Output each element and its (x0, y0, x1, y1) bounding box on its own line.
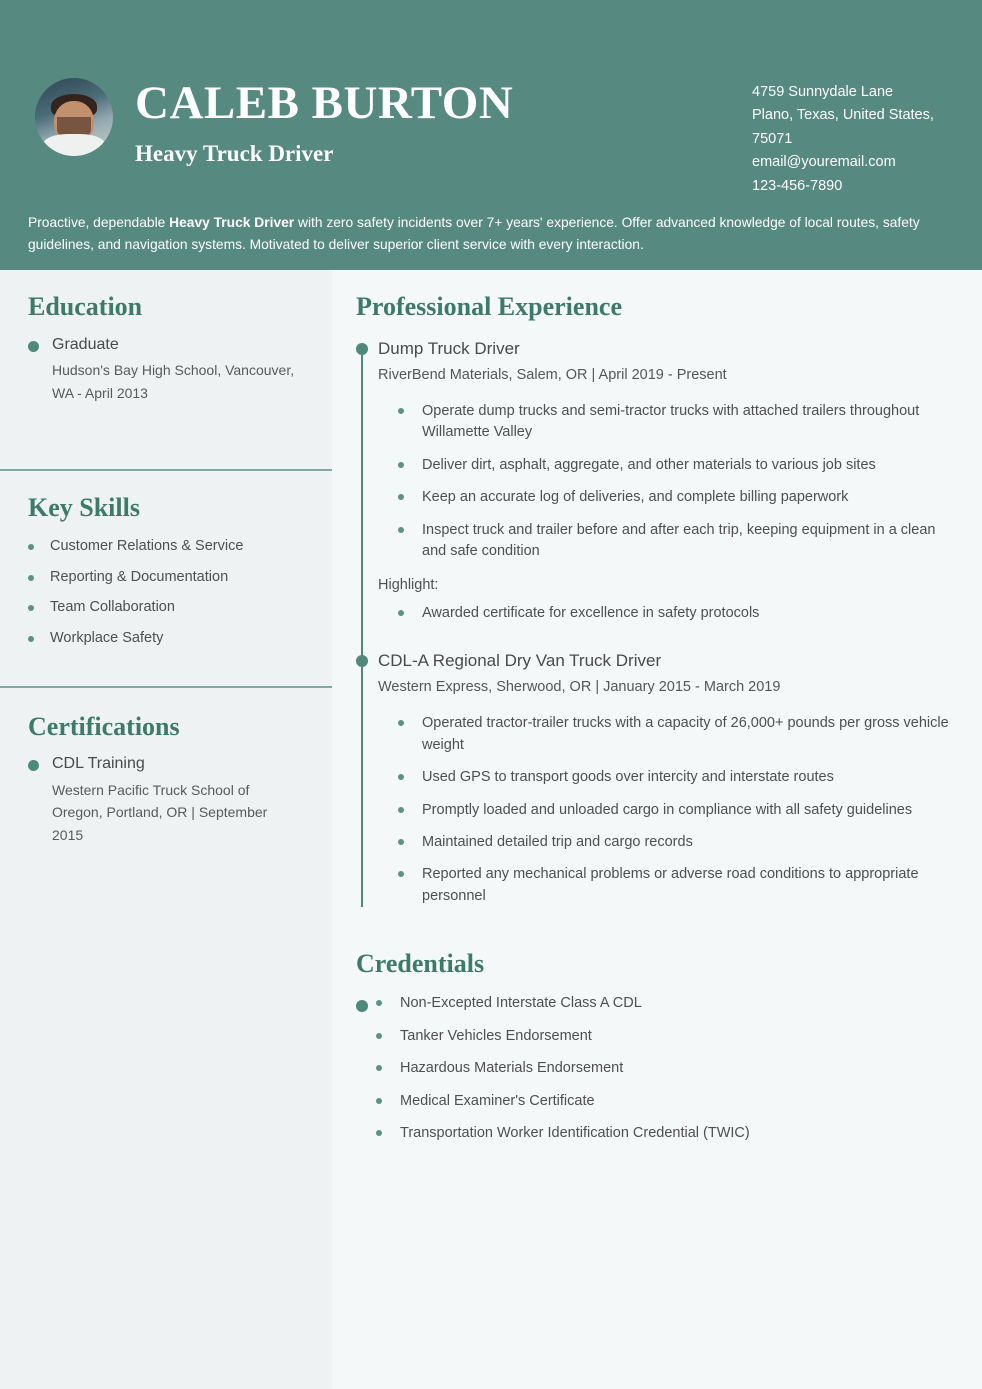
summary-text-after: with zero safety incidents over 7+ years' experience. Offer advanced knowledge of local routes, safety guidelines, and navigation systems. Motivated to deliver superior client service with every interaction. (28, 215, 920, 253)
experience-role: Dump Truck Driver (378, 339, 520, 358)
professional-summary (28, 212, 932, 257)
bullet-dot-icon (398, 527, 404, 533)
list-item (378, 487, 952, 508)
list-item (28, 537, 312, 556)
experience-heading: Professional Experience (356, 292, 622, 321)
section-education (0, 270, 332, 405)
bullet-dot-icon (398, 494, 404, 500)
list-item (378, 832, 952, 853)
key-skills-list (28, 537, 312, 648)
credentials-heading: Credentials (356, 949, 485, 979)
list-item (356, 1091, 952, 1112)
credential-label: Hazardous Materials Endorsement (400, 1060, 624, 1077)
bullet-dot-icon (398, 408, 404, 414)
credential-label: Tanker Vehicles Endorsement (400, 1027, 592, 1044)
experience-role: CDL-A Regional Dry Van Truck Driver (378, 651, 662, 671)
experience-highlight-list (378, 603, 952, 624)
section-certifications (0, 688, 332, 846)
education-heading: Education (28, 292, 143, 321)
certifications-heading: Certifications (28, 712, 180, 742)
list-item (356, 993, 952, 1014)
bullet-dot-icon (376, 1098, 382, 1104)
bullet-dot-icon (28, 544, 34, 550)
bullet-dot-icon (376, 1033, 382, 1039)
bullet-dot-icon (28, 636, 34, 642)
education-detail: Hudson's Bay High School, Vancouver, WA - April 2013 (52, 362, 295, 402)
section-professional-experience (332, 270, 982, 907)
main-column (332, 270, 982, 1389)
credentials-list (356, 993, 952, 1144)
experience-bullet: Deliver dirt, asphalt, aggregate, and other materials to various job sites (422, 456, 876, 473)
contact-phone[interactable]: 123-456-7890 (752, 177, 843, 194)
resume-header (0, 0, 982, 270)
resume-body (0, 270, 982, 1389)
experience-timeline (356, 338, 952, 907)
section-key-skills (0, 471, 332, 648)
bullet-dot-icon (398, 839, 404, 845)
bullet-dot-icon (398, 462, 404, 468)
experience-bullet: Promptly loaded and unloaded cargo in compliance with all safety guidelines (422, 801, 913, 818)
experience-meta: RiverBend Materials, Salem, OR | April 2019 - Present (378, 367, 727, 384)
highlight-label: Highlight: (378, 576, 439, 593)
list-item (378, 800, 952, 821)
credential-label: Medical Examiner's Certificate (400, 1092, 595, 1109)
list-item (28, 598, 312, 617)
list-item (356, 1026, 952, 1047)
list-item (378, 767, 952, 788)
bullet-dot-icon (398, 871, 404, 877)
experience-entry (356, 650, 952, 907)
bullet-dot-icon (28, 341, 39, 352)
experience-highlight: Awarded certificate for excellence in safety protocols (422, 604, 760, 621)
key-skill-label: Reporting & Documentation (50, 568, 229, 585)
contact-address-line2: Plano, Texas, United States, (752, 107, 934, 124)
bullet-dot-icon (376, 1065, 382, 1071)
experience-bullet: Reported any mechanical problems or adverse road conditions to appropriate personnel (422, 866, 919, 904)
experience-bullet-list (378, 401, 952, 563)
bullet-dot-icon (376, 1000, 382, 1006)
contact-block (752, 78, 952, 198)
certification-detail: Western Pacific Truck School of Oregon, Portland, OR | September 2015 (52, 781, 268, 843)
bullet-dot-icon (376, 1130, 382, 1136)
experience-bullet: Inspect truck and trailer before and after each trip, keeping equipment in a clean and safe condition (422, 521, 936, 560)
name-block (135, 78, 752, 167)
avatar (35, 78, 113, 156)
key-skill-label: Workplace Safety (50, 630, 164, 647)
bullet-dot-icon (28, 575, 34, 581)
avatar-shirt (43, 134, 105, 156)
credentials-block (356, 993, 952, 1144)
contact-email[interactable]: email@youremail.com (752, 154, 896, 171)
experience-bullet: Keep an accurate log of deliveries, and complete billing paperwork (422, 489, 849, 506)
experience-meta: Western Express, Sherwood, OR | January 2015 - March 2019 (378, 679, 781, 696)
education-degree: Graduate (52, 336, 119, 353)
section-credentials (332, 931, 982, 1144)
experience-bullet: Operated tractor-trailer trucks with a capacity of 26,000+ pounds per gross vehicle weight (422, 715, 949, 753)
experience-bullet: Operate dump trucks and semi-tractor trucks with attached trailers throughout Willamette Valley (422, 403, 920, 441)
credential-label: Non-Excepted Interstate Class A CDL (400, 995, 642, 1012)
education-item-text (52, 334, 307, 405)
experience-bullet: Maintained detailed trip and cargo records (422, 833, 693, 850)
key-skill-label: Customer Relations & Service (50, 537, 244, 554)
bullet-dot-icon (398, 807, 404, 813)
experience-entry (356, 338, 952, 624)
key-skills-heading: Key Skills (28, 492, 140, 522)
certification-item-text (52, 753, 297, 846)
sidebar (0, 270, 332, 1389)
certification-name: CDL Training (52, 755, 145, 773)
contact-address-line1: 4759 Sunnydale Lane (752, 84, 894, 100)
education-item (28, 334, 312, 405)
experience-bullet-list (378, 713, 952, 907)
summary-text-bold: Heavy Truck Driver (169, 215, 295, 230)
list-item (356, 1058, 952, 1079)
list-item (28, 629, 312, 648)
certification-item (28, 753, 312, 846)
timeline-dot-icon (356, 343, 368, 355)
list-item (378, 864, 952, 907)
bullet-dot-icon (398, 610, 404, 616)
credential-label: Transportation Worker Identification Credential (TWIC) (400, 1125, 750, 1142)
experience-bullet: Used GPS to transport goods over intercity and interstate routes (422, 769, 834, 786)
list-item (28, 568, 312, 587)
list-item (356, 1123, 952, 1144)
bullet-dot-icon (28, 605, 34, 611)
summary-text-before: Proactive, dependable (28, 215, 170, 230)
list-item (378, 401, 952, 444)
candidate-name: CALEB BURTON (135, 77, 514, 129)
list-item (378, 455, 952, 476)
timeline-dot-icon (356, 655, 368, 667)
contact-address-line3: 75071 (752, 130, 793, 147)
list-item (378, 713, 952, 756)
header-top-row (0, 0, 982, 198)
list-item (378, 603, 952, 624)
candidate-job-title: Heavy Truck Driver (135, 141, 334, 166)
bullet-dot-icon (398, 720, 404, 726)
key-skill-label: Team Collaboration (50, 599, 175, 616)
bullet-dot-icon (398, 774, 404, 780)
bullet-dot-icon (28, 760, 39, 771)
list-item (378, 520, 952, 563)
